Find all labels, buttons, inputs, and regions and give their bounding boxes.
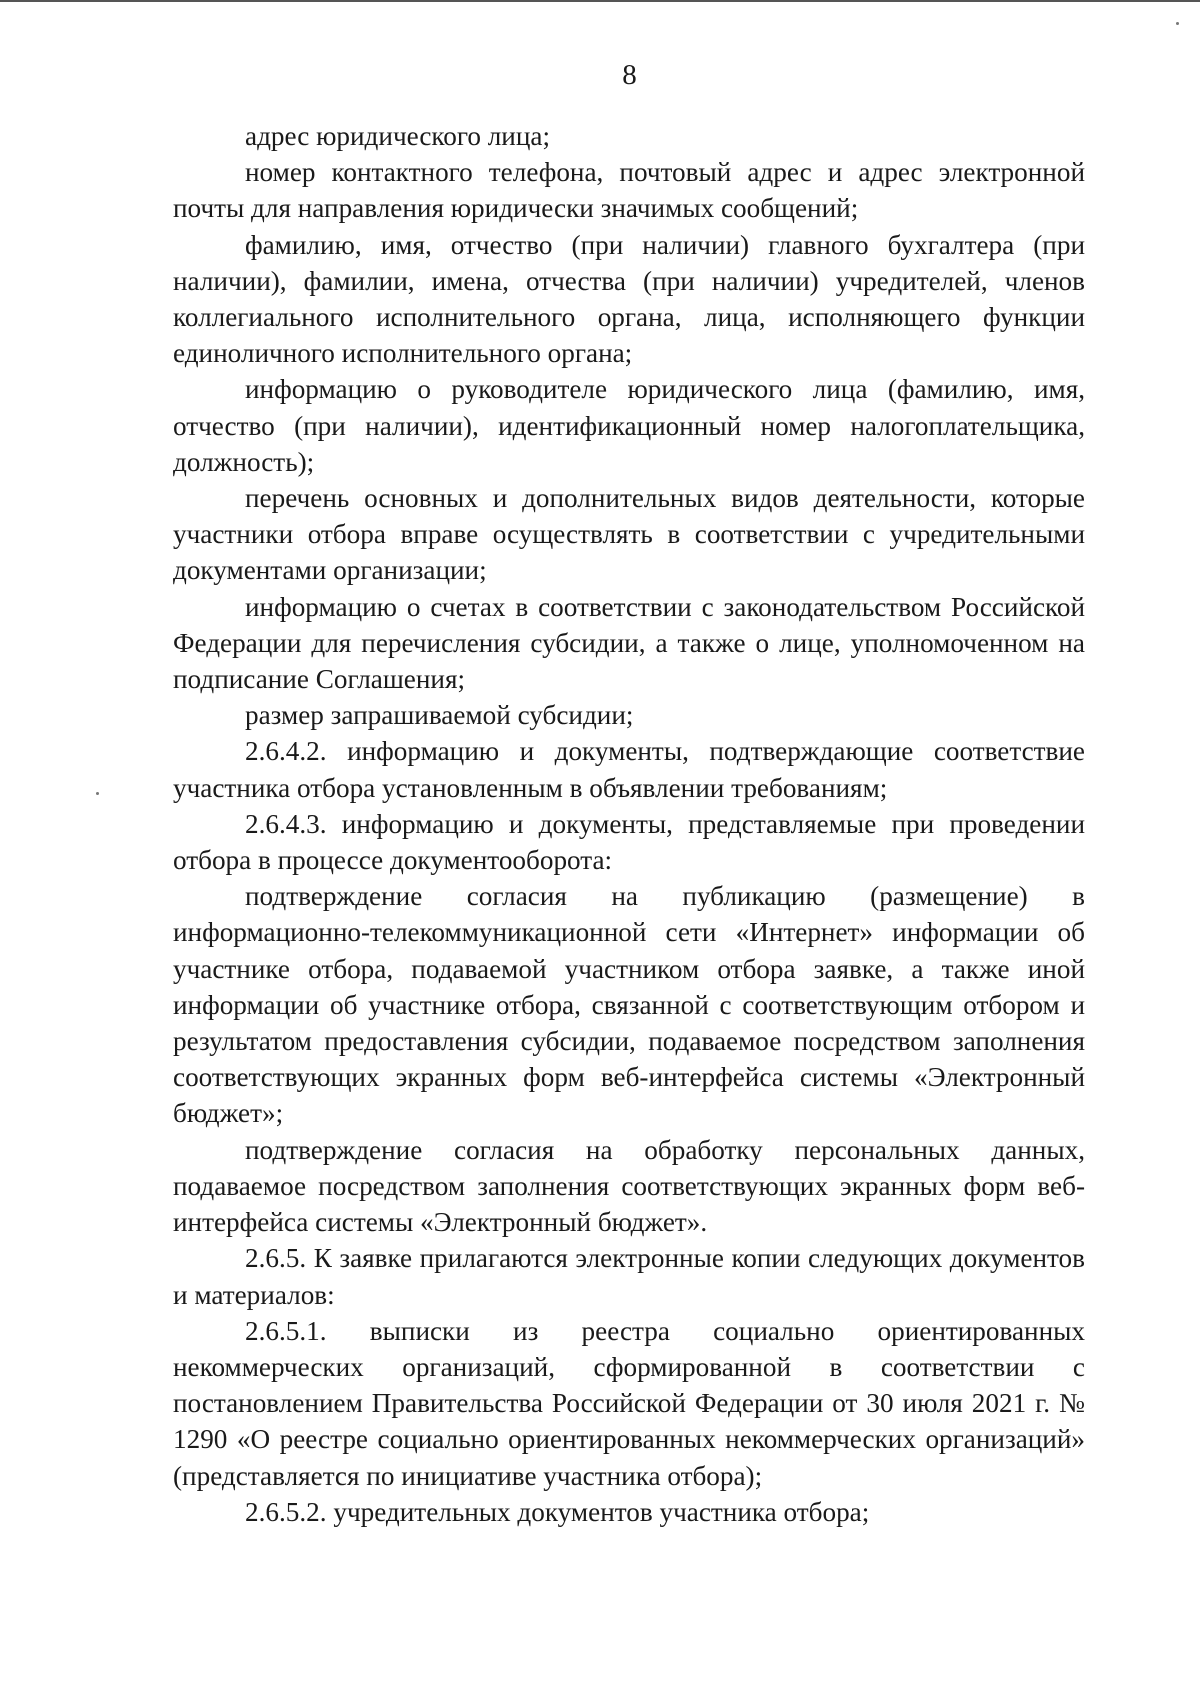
paragraph: номер контактного телефона, почтовый адрес и адрес электронной почты для направления юридически значимых сообщений; — [173, 157, 1085, 224]
paragraph: подтверждение согласия на публикацию (размещение) в информационно-телекоммуникационной сети «Интернет» информации об участнике отбора, подаваемой участником отбора заявке, а также иной информации об участнике отбора, связанной с соответствующим отбором и результатом предоставления субсидии, подаваемое посредством заполнения соответствующих экранных форм веб-интерфейса системы «Электронный бюджет»; — [173, 881, 1085, 1129]
paragraph: 2.6.5.2. учредительных документов участника отбора; — [245, 1496, 870, 1527]
scan-speck — [96, 792, 99, 795]
paragraph: 2.6.4.3. информацию и документы, представляемые при проведении отбора в процессе документооборота: — [173, 808, 1085, 876]
paragraph: перечень основных и дополнительных видов деятельности, которые участники отбора вправе осуществлять в соответствии с учредительными документами организации; — [173, 483, 1085, 586]
page-number: 8 — [622, 59, 637, 91]
paragraph: 2.6.5. К заявке прилагаются электронные копии следующих документов и материалов: — [173, 1243, 1085, 1310]
paragraph: информацию о счетах в соответствии с законодательством Российской Федерации для перечисления субсидии, а также о лице, уполномоченном на подписание Соглашения; — [173, 591, 1085, 695]
paragraph: размер запрашиваемой субсидии; — [245, 700, 634, 731]
paragraph: подтверждение согласия на обработку персональных данных, подаваемое посредством заполнения соответствующих экранных форм веб-интерфейса системы «Электронный бюджет». — [173, 1134, 1085, 1238]
document-body — [173, 118, 1085, 1530]
paragraph: 2.6.5.1. выписки из реестра социально ориентированных некоммерческих организаций, сформированной в соответствии с постановлением Правительства Российской Федерации от 30 июля 2021 г. № 1290 «О реестре социально ориентированных некоммерческих организаций» (представляется по инициативе участника отбора); — [173, 1315, 1085, 1491]
paragraph: фамилию, имя, отчество (при наличии) главного бухгалтера (при наличии), фамилии, имена, отчества (при наличии) учредителей, членов коллегиального исполнительного органа, лица, исполняющего функции единоличного исполнительного органа; — [173, 229, 1085, 369]
scan-top-edge — [0, 0, 1200, 2]
paragraph: 2.6.4.2. информацию и документы, подтверждающие соответствие участника отбора установленным в объявлении требованиям; — [173, 736, 1085, 803]
paragraph: адрес юридического лица; — [245, 121, 550, 151]
paragraph: информацию о руководителе юридического лица (фамилию, имя, отчество (при наличии), идентификационный номер налогоплательщика, должность); — [173, 374, 1085, 477]
scan-speck — [1176, 22, 1179, 25]
